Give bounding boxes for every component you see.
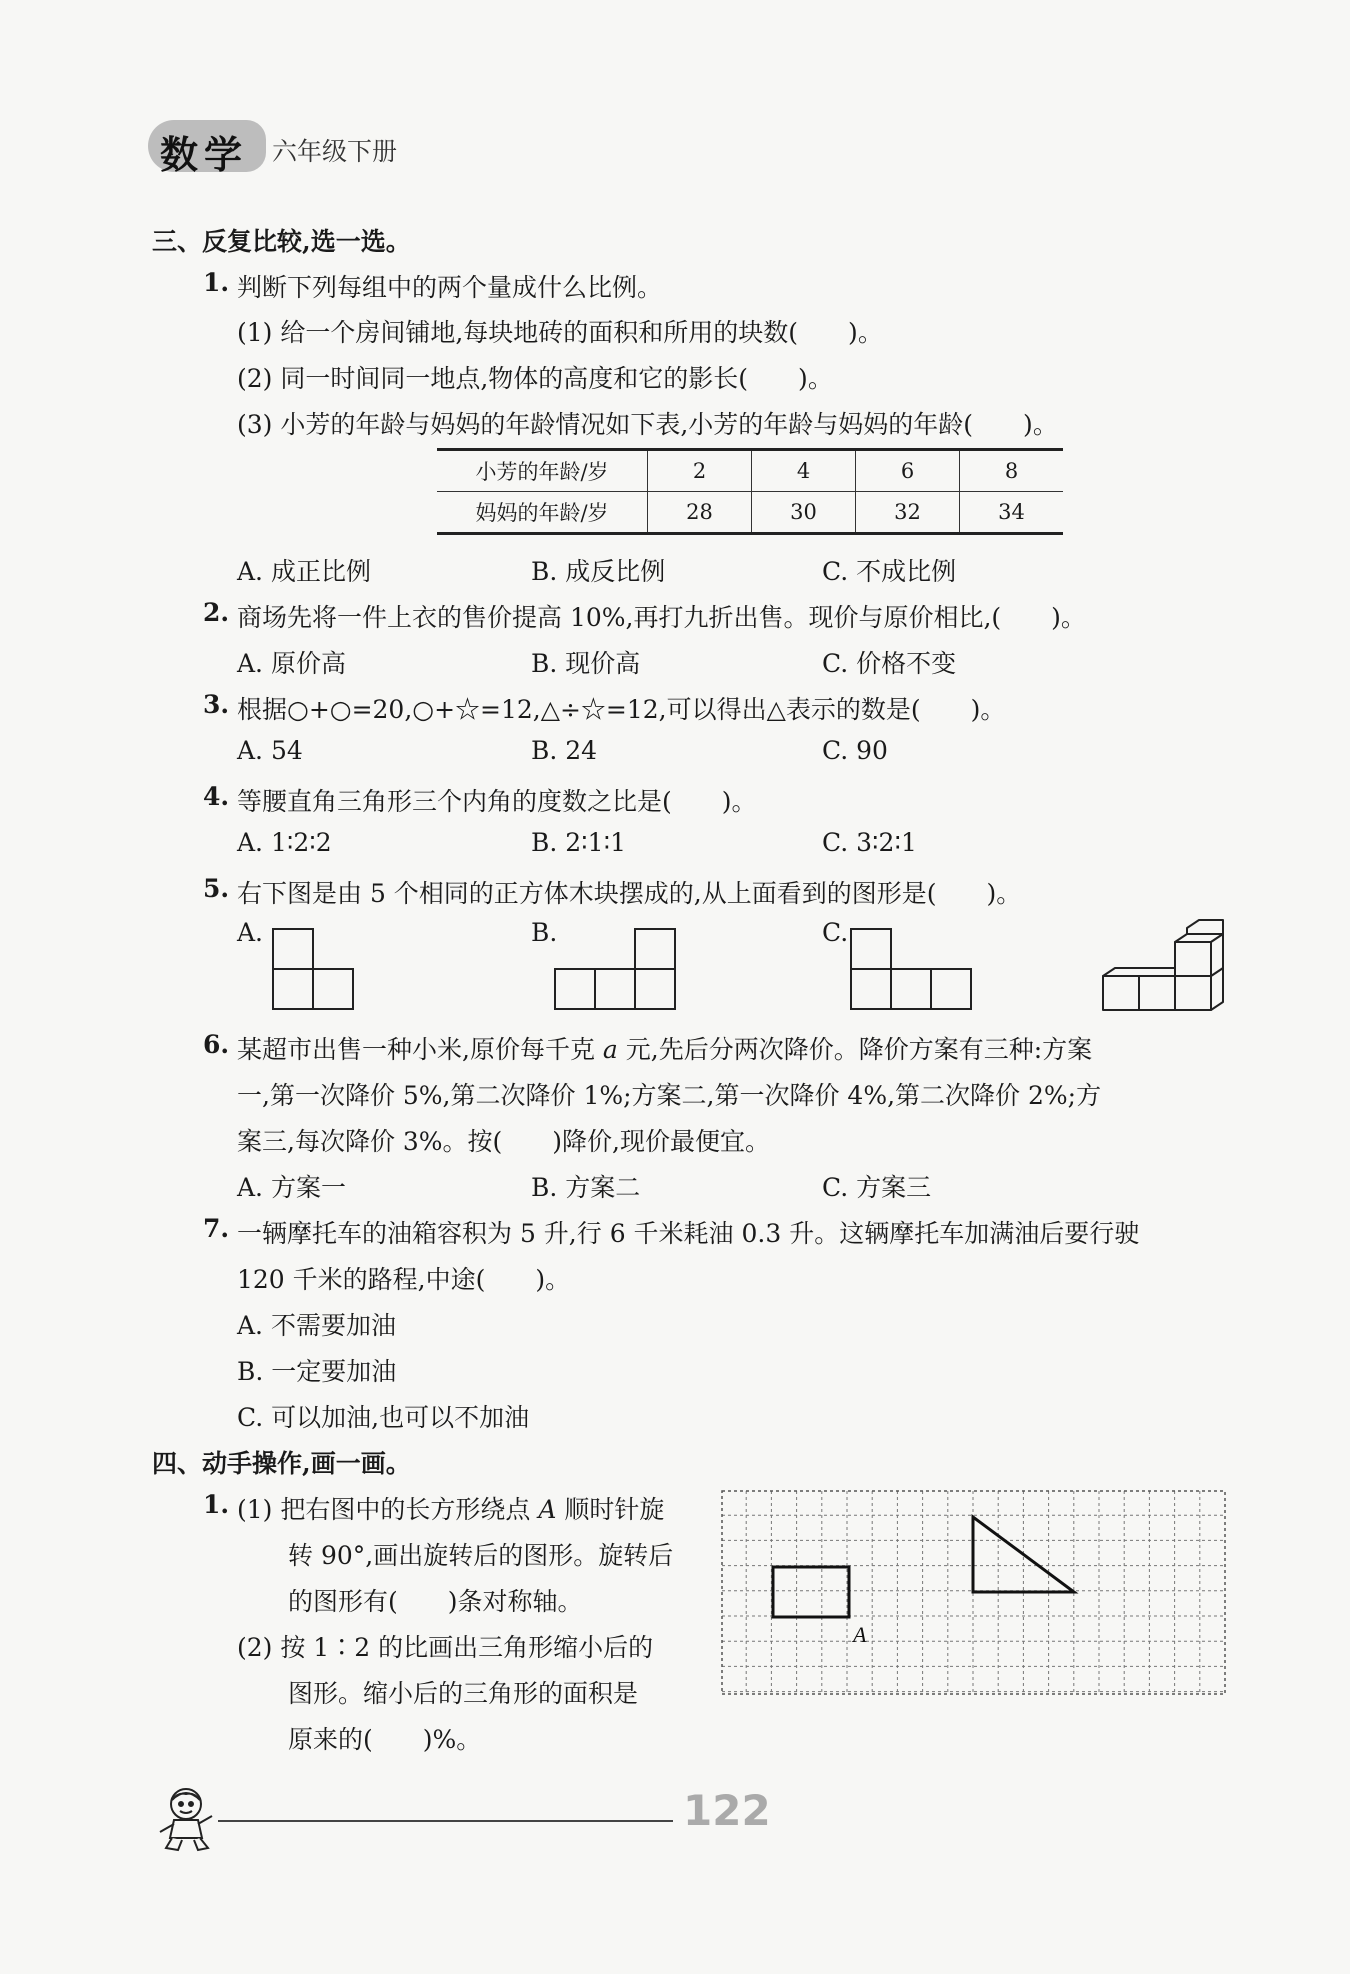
q7-line2: 120 千米的路程,中途( )。: [237, 1265, 571, 1294]
q1-option-b: B. 成反比例: [531, 557, 666, 586]
q6-line1: [237, 1030, 1092, 1066]
q7-number: 7.: [203, 1214, 230, 1243]
page-number: 122: [683, 1786, 771, 1835]
q1-option-c: C. 不成比例: [822, 557, 957, 586]
q1-sub1: (1) 给一个房间铺地,每块地砖的面积和所用的块数( )。: [237, 318, 883, 347]
section-4-title: 四、动手操作,画一画。: [152, 1449, 411, 1478]
q5-option-a: A.: [237, 918, 264, 947]
q4-text: 等腰直角三角形三个内角的度数之比是( )。: [237, 787, 757, 816]
top-view-a: [270, 925, 360, 1011]
q3-text: 根据○+○=20,○+☆=12,△÷☆=12,可以得出△表示的数是( )。: [237, 695, 1006, 724]
point-a-label: A: [538, 1495, 557, 1524]
s4-q1-number: 1.: [203, 1490, 230, 1519]
q4-option-b: B. 2∶1∶1: [531, 828, 626, 857]
table-row: [437, 492, 1063, 534]
s4-q1-p1-line2: 转 90°,画出旋转后的图形。旋转后: [288, 1541, 674, 1570]
rectangle-shape: [773, 1567, 849, 1617]
table-cell: 4: [752, 450, 856, 492]
q6-option-c: C. 方案三: [822, 1173, 932, 1202]
q5-option-b: B.: [531, 918, 558, 947]
q6-line1-b: 元,先后分两次降价。降价方案有三种:方案: [617, 1035, 1093, 1064]
s4-q1-p1-line1-a: (1) 把右图中的长方形绕点: [237, 1495, 539, 1524]
q1-number: 1.: [203, 268, 230, 297]
q3-number: 3.: [203, 690, 230, 719]
q5-number: 5.: [203, 874, 230, 903]
q3-option-b: B. 24: [531, 736, 598, 765]
s4-q1-p2-line1: (2) 按 1∶2 的比画出三角形缩小后的: [237, 1633, 654, 1662]
age-table: [437, 448, 1063, 535]
q6-number: 6.: [203, 1030, 230, 1059]
q1-sub3: (3) 小芳的年龄与妈妈的年龄情况如下表,小芳的年龄与妈妈的年龄( )。: [237, 410, 1058, 439]
q2-text: 商场先将一件上衣的售价提高 10%,再打九折出售。现价与原价相比,( )。: [237, 603, 1086, 632]
section-3-title: 三、反复比较,选一选。: [152, 227, 411, 256]
grid-figure: [721, 1490, 1231, 1700]
footer-rule: [218, 1820, 673, 1822]
table-cell: 28: [648, 492, 752, 534]
q5-text: 右下图是由 5 个相同的正方体木块摆成的,从上面看到的图形是( )。: [237, 879, 1022, 908]
subject-title: 数学: [160, 133, 249, 177]
q2-number: 2.: [203, 598, 230, 627]
q7-option-a: A. 不需要加油: [237, 1311, 396, 1340]
s4-q1-p1-line3: 的图形有( )条对称轴。: [288, 1587, 583, 1616]
q4-option-c: C. 3∶2∶1: [822, 828, 917, 857]
q1-sub2: (2) 同一时间同一地点,物体的高度和它的影长( )。: [237, 364, 833, 393]
point-a-marker: A: [853, 1622, 867, 1647]
q5-option-c: C.: [822, 918, 849, 947]
q6-option-a: A. 方案一: [237, 1173, 346, 1202]
s4-q1-p1-line1: [237, 1490, 664, 1526]
table-row-label: 小芳的年龄/岁: [437, 450, 648, 492]
q4-option-a: A. 1∶2∶2: [237, 828, 332, 857]
q1-option-a: A. 成正比例: [237, 557, 371, 586]
q6-option-b: B. 方案二: [531, 1173, 641, 1202]
mascot-icon: [150, 1782, 222, 1854]
table-cell: 8: [960, 450, 1064, 492]
q3-option-c: C. 90: [822, 736, 888, 765]
q7-option-c: C. 可以加油,也可以不加油: [237, 1403, 530, 1432]
q3-option-a: A. 54: [237, 736, 303, 765]
q2-option-a: A. 原价高: [237, 649, 346, 678]
table-row-label: 妈妈的年龄/岁: [437, 492, 648, 534]
table-cell: 30: [752, 492, 856, 534]
s4-q1-p2-line2: 图形。缩小后的三角形的面积是: [288, 1679, 639, 1708]
q2-option-c: C. 价格不变: [822, 649, 957, 678]
q6-line2: 一,第一次降价 5%,第二次降价 1%;方案二,第一次降价 4%,第二次降价 2%;方: [237, 1081, 1102, 1110]
table-row: [437, 450, 1063, 492]
grade-label: 六年级下册: [272, 137, 398, 166]
s4-q1-p1-line1-b: 顺时针旋: [556, 1495, 665, 1524]
table-cell: 32: [856, 492, 960, 534]
table-cell: 2: [648, 450, 752, 492]
q7-line1: 一辆摩托车的油箱容积为 5 升,行 6 千米耗油 0.3 升。这辆摩托车加满油后要行驶: [237, 1219, 1140, 1248]
q2-option-b: B. 现价高: [531, 649, 641, 678]
table-cell: 6: [856, 450, 960, 492]
q1-text: 判断下列每组中的两个量成什么比例。: [237, 273, 663, 302]
q7-option-b: B. 一定要加油: [237, 1357, 397, 1386]
q6-line1-a: 某超市出售一种小米,原价每千克: [237, 1035, 603, 1064]
q4-number: 4.: [203, 782, 230, 811]
s4-q1-p2-line3: 原来的( )%。: [288, 1725, 482, 1754]
table-cell: 34: [960, 492, 1064, 534]
top-view-c: [848, 925, 978, 1011]
cube-stack-figure: [1100, 918, 1232, 1014]
q6-variable: a: [602, 1035, 618, 1064]
top-view-b: [552, 925, 682, 1011]
q6-line3: 案三,每次降价 3%。按( )降价,现价最便宜。: [237, 1127, 771, 1156]
